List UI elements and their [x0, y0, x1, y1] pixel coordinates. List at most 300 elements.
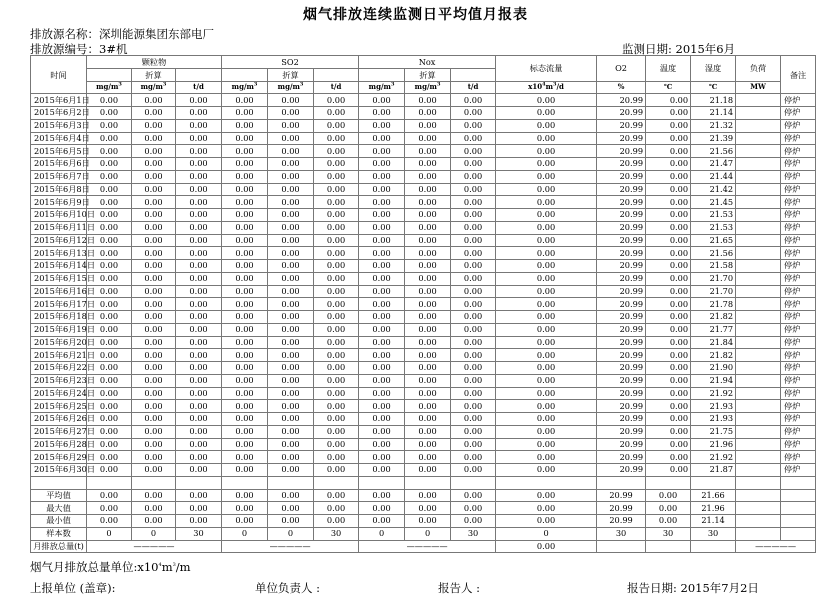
- humidity-cell: 21.77: [691, 323, 736, 336]
- summary-value: 0.00: [405, 489, 451, 502]
- value-cell: 0.00: [222, 285, 268, 298]
- value-cell: 0.00: [87, 132, 132, 145]
- summary-value: 0.00: [314, 515, 359, 528]
- value-cell: 0.00: [87, 183, 132, 196]
- load-cell: [736, 94, 781, 107]
- value-cell: 0.00: [314, 438, 359, 451]
- value-cell: 0.00: [176, 362, 222, 375]
- temp-cell: 0.00: [646, 298, 691, 311]
- summary-value: 21.66: [691, 489, 736, 502]
- value-cell: 0.00: [451, 400, 496, 413]
- table-row: [31, 196, 816, 209]
- value-cell: 0.00: [314, 362, 359, 375]
- summary-value: 0: [496, 527, 597, 540]
- value-cell: 0.00: [405, 362, 451, 375]
- value-cell: 0.00: [268, 425, 314, 438]
- value-cell: 0.00: [132, 298, 176, 311]
- remark-cell: [781, 502, 816, 515]
- value-cell: 0.00: [314, 374, 359, 387]
- value-cell: 0.00: [405, 234, 451, 247]
- o2-cell: 20.99: [597, 400, 646, 413]
- remark-cell: 停炉: [781, 145, 816, 158]
- o2-cell: 20.99: [597, 183, 646, 196]
- humidity-cell: 21.45: [691, 196, 736, 209]
- unit-celsius: ℃: [646, 81, 691, 94]
- summary-value: 0: [222, 527, 268, 540]
- header-load: 负荷: [736, 56, 781, 82]
- remark-cell: 停炉: [781, 94, 816, 107]
- table-row: [31, 374, 816, 387]
- value-cell: 0.00: [222, 387, 268, 400]
- load-cell: [736, 374, 781, 387]
- value-cell: 0.00: [87, 247, 132, 260]
- table-row: [31, 158, 816, 171]
- humidity-cell: 21.92: [691, 387, 736, 400]
- value-cell: 0.00: [222, 374, 268, 387]
- value-cell: 0.00: [359, 119, 405, 132]
- value-cell: 0.00: [176, 221, 222, 234]
- load-cell: [736, 132, 781, 145]
- value-cell: 0.00: [359, 362, 405, 375]
- value-cell: 0.00: [176, 183, 222, 196]
- value-cell: 0.00: [451, 170, 496, 183]
- value-cell: 0.00: [268, 158, 314, 171]
- value-cell: 0.00: [176, 349, 222, 362]
- value-cell: 0.00: [132, 196, 176, 209]
- value-cell: 0.00: [268, 387, 314, 400]
- humidity-cell: 21.14: [691, 107, 736, 120]
- value-cell: 0.00: [451, 94, 496, 107]
- remark-cell: 停炉: [781, 247, 816, 260]
- o2-cell: 20.99: [597, 298, 646, 311]
- report-date: 报告日期: 2015年7月2日: [627, 581, 759, 595]
- total-unit-note: [30, 559, 191, 575]
- value-cell: 0.00: [314, 158, 359, 171]
- table-row: [31, 234, 816, 247]
- value-cell: 0.00: [176, 464, 222, 477]
- blank-cell: [87, 476, 132, 489]
- value-cell: 0.00: [359, 107, 405, 120]
- humidity-cell: 21.82: [691, 311, 736, 324]
- load-cell: [736, 107, 781, 120]
- value-cell: 0.00: [359, 170, 405, 183]
- value-cell: 0.00: [87, 260, 132, 273]
- value-cell: 0.00: [268, 311, 314, 324]
- value-cell: 0.00: [87, 425, 132, 438]
- summary-value: 0.00: [87, 489, 132, 502]
- o2-cell: 20.99: [597, 285, 646, 298]
- value-cell: 0.00: [87, 298, 132, 311]
- temp-cell: 0.00: [646, 438, 691, 451]
- load-cell: [736, 260, 781, 273]
- table-row: [31, 362, 816, 375]
- value-cell: 0.00: [359, 311, 405, 324]
- o2-cell: 20.99: [597, 438, 646, 451]
- table-row: [31, 183, 816, 196]
- value-cell: 0.00: [132, 119, 176, 132]
- value-cell: 0.00: [222, 349, 268, 362]
- value-cell: 0.00: [405, 107, 451, 120]
- flow-cell: 0.00: [496, 438, 597, 451]
- remark-cell: 停炉: [781, 451, 816, 464]
- flow-cell: 0.00: [496, 119, 597, 132]
- load-cell: [736, 285, 781, 298]
- table-row: [31, 107, 816, 120]
- flow-cell: 0.00: [496, 298, 597, 311]
- value-cell: 0.00: [222, 158, 268, 171]
- value-cell: 0.00: [176, 298, 222, 311]
- o2-cell: 20.99: [597, 247, 646, 260]
- value-cell: 0.00: [87, 400, 132, 413]
- value-cell: 0.00: [132, 94, 176, 107]
- value-cell: 0.00: [359, 400, 405, 413]
- load-cell: [736, 221, 781, 234]
- value-cell: 0.00: [132, 400, 176, 413]
- value-cell: 0.00: [268, 196, 314, 209]
- value-cell: 0.00: [451, 374, 496, 387]
- value-cell: 0.00: [132, 183, 176, 196]
- value-cell: 0.00: [405, 323, 451, 336]
- value-cell: 0.00: [222, 221, 268, 234]
- value-cell: 0.00: [132, 107, 176, 120]
- remark-cell: 停炉: [781, 183, 816, 196]
- value-cell: 0.00: [451, 323, 496, 336]
- table-body: [31, 94, 816, 553]
- value-cell: 0.00: [359, 349, 405, 362]
- table-row: [31, 323, 816, 336]
- summary-value: 20.99: [597, 515, 646, 528]
- value-cell: 0.00: [451, 362, 496, 375]
- value-cell: 0.00: [451, 209, 496, 222]
- summary-row: [31, 502, 816, 515]
- unit-mg: $mg/m^3$: [359, 81, 405, 94]
- summary-value: 0.00: [87, 502, 132, 515]
- value-cell: 0.00: [359, 209, 405, 222]
- load-cell: [736, 209, 781, 222]
- summary-value: 0.00: [646, 489, 691, 502]
- value-cell: 0.00: [176, 311, 222, 324]
- value-cell: 0.00: [176, 413, 222, 426]
- value-cell: 0.00: [268, 438, 314, 451]
- header-converted: 折算: [268, 68, 314, 81]
- humidity-cell: 21.87: [691, 464, 736, 477]
- temp-cell: 0.00: [646, 119, 691, 132]
- header-blank: [176, 68, 222, 81]
- value-cell: 0.00: [176, 451, 222, 464]
- header-blank: [314, 68, 359, 81]
- date-cell: 2015年6月11日: [31, 221, 87, 234]
- nox-total: —————: [359, 540, 496, 553]
- date-cell: 2015年6月22日: [31, 362, 87, 375]
- load-cell: [736, 145, 781, 158]
- value-cell: 0.00: [222, 183, 268, 196]
- date-cell: 2015年6月21日: [31, 349, 87, 362]
- date-cell: 2015年6月15日: [31, 272, 87, 285]
- value-cell: 0.00: [87, 311, 132, 324]
- header-blank: [87, 68, 132, 81]
- o2-cell: 20.99: [597, 451, 646, 464]
- value-cell: 0.00: [87, 323, 132, 336]
- value-cell: 0.00: [268, 170, 314, 183]
- value-cell: 0.00: [451, 451, 496, 464]
- blank-cell: [359, 476, 405, 489]
- temp-cell: 0.00: [646, 234, 691, 247]
- value-cell: 0.00: [359, 323, 405, 336]
- temp-cell: 0.00: [646, 170, 691, 183]
- unit-percent: %: [597, 81, 646, 94]
- value-cell: 0.00: [176, 438, 222, 451]
- value-cell: 0.00: [314, 183, 359, 196]
- date-cell: 2015年6月18日: [31, 311, 87, 324]
- value-cell: 0.00: [451, 349, 496, 362]
- load-cell: [736, 489, 781, 502]
- value-cell: 0.00: [405, 170, 451, 183]
- load-cell: [736, 515, 781, 528]
- summary-value: 0.00: [268, 489, 314, 502]
- summary-value: 0.00: [268, 515, 314, 528]
- value-cell: 0.00: [405, 196, 451, 209]
- summary-row: [31, 527, 816, 540]
- value-cell: 0.00: [405, 94, 451, 107]
- remark-cell: 停炉: [781, 400, 816, 413]
- summary-value: 0.00: [314, 489, 359, 502]
- value-cell: 0.00: [87, 170, 132, 183]
- value-cell: 0.00: [451, 425, 496, 438]
- remark-cell: 停炉: [781, 158, 816, 171]
- date-cell: 2015年6月29日: [31, 451, 87, 464]
- value-cell: 0.00: [405, 413, 451, 426]
- value-cell: 0.00: [222, 438, 268, 451]
- blank-cell: [496, 476, 597, 489]
- value-cell: 0.00: [132, 362, 176, 375]
- value-cell: 0.00: [222, 107, 268, 120]
- value-cell: 0.00: [222, 260, 268, 273]
- flow-cell: 0.00: [496, 260, 597, 273]
- value-cell: 0.00: [222, 323, 268, 336]
- o2-cell: 20.99: [597, 425, 646, 438]
- value-cell: 0.00: [405, 183, 451, 196]
- value-cell: 0.00: [176, 260, 222, 273]
- value-cell: 0.00: [268, 349, 314, 362]
- value-cell: 0.00: [314, 132, 359, 145]
- summary-row: [31, 515, 816, 528]
- value-cell: 0.00: [314, 400, 359, 413]
- value-cell: 0.00: [314, 464, 359, 477]
- value-cell: 0.00: [405, 311, 451, 324]
- flow-cell: 0.00: [496, 94, 597, 107]
- table-row: [31, 400, 816, 413]
- load-cell: [736, 234, 781, 247]
- summary-value: 0.00: [646, 502, 691, 515]
- value-cell: 0.00: [87, 374, 132, 387]
- humidity-cell: 21.42: [691, 183, 736, 196]
- value-cell: 0.00: [451, 247, 496, 260]
- remark-cell: 停炉: [781, 413, 816, 426]
- flow-cell: 0.00: [496, 170, 597, 183]
- value-cell: 0.00: [359, 387, 405, 400]
- flow-cell: 0.00: [496, 221, 597, 234]
- value-cell: 0.00: [405, 400, 451, 413]
- value-cell: 0.00: [268, 247, 314, 260]
- blank-row: [31, 476, 816, 489]
- value-cell: 0.00: [314, 221, 359, 234]
- value-cell: 0.00: [132, 272, 176, 285]
- value-cell: 0.00: [222, 247, 268, 260]
- o2-cell: 20.99: [597, 323, 646, 336]
- table-row: [31, 94, 816, 107]
- value-cell: 0.00: [132, 170, 176, 183]
- summary-value: 30: [314, 527, 359, 540]
- o2-cell: 20.99: [597, 260, 646, 273]
- value-cell: 0.00: [314, 234, 359, 247]
- summary-value: 30: [646, 527, 691, 540]
- so2-total: —————: [222, 540, 359, 553]
- flow-cell: 0.00: [496, 311, 597, 324]
- remark-cell: [781, 489, 816, 502]
- value-cell: 0.00: [359, 221, 405, 234]
- summary-value: 0.00: [359, 515, 405, 528]
- report-table: [30, 55, 816, 553]
- header-o2: O2: [597, 56, 646, 82]
- table-row: [31, 119, 816, 132]
- value-cell: 0.00: [87, 438, 132, 451]
- summary-value: 21.14: [691, 515, 736, 528]
- value-cell: 0.00: [222, 94, 268, 107]
- remark-cell: [781, 515, 816, 528]
- load-cell: [736, 527, 781, 540]
- unit-mg: $mg/m^3$: [132, 81, 176, 94]
- remark-cell: 停炉: [781, 349, 816, 362]
- temp-cell: 0.00: [646, 221, 691, 234]
- value-cell: 0.00: [222, 451, 268, 464]
- value-cell: 0.00: [359, 451, 405, 464]
- summary-label: 平均值: [31, 489, 87, 502]
- load-cell: [736, 272, 781, 285]
- value-cell: 0.00: [314, 311, 359, 324]
- value-cell: 0.00: [405, 260, 451, 273]
- summary-value: 0.00: [132, 489, 176, 502]
- humidity-cell: 21.65: [691, 234, 736, 247]
- o2-cell: 20.99: [597, 272, 646, 285]
- value-cell: 0.00: [451, 183, 496, 196]
- table-row: [31, 438, 816, 451]
- value-cell: 0.00: [405, 374, 451, 387]
- summary-value: 0.00: [359, 502, 405, 515]
- total-unit-sup4: 4: [158, 562, 162, 569]
- temp-cell: 0.00: [646, 196, 691, 209]
- date-cell: 2015年6月1日: [31, 94, 87, 107]
- value-cell: 0.00: [176, 323, 222, 336]
- unit-td: t/d: [314, 81, 359, 94]
- value-cell: 0.00: [405, 349, 451, 362]
- value-cell: 0.00: [87, 145, 132, 158]
- date-cell: 2015年6月3日: [31, 119, 87, 132]
- monthly-total-label: 月排放总量(t): [31, 540, 87, 553]
- table-row: [31, 336, 816, 349]
- temp-cell: 0.00: [646, 413, 691, 426]
- temp-cell: 0.00: [646, 387, 691, 400]
- value-cell: 0.00: [268, 234, 314, 247]
- summary-value: 0.00: [176, 502, 222, 515]
- value-cell: 0.00: [314, 336, 359, 349]
- value-cell: 0.00: [268, 183, 314, 196]
- date-cell: 2015年6月5日: [31, 145, 87, 158]
- date-cell: 2015年6月19日: [31, 323, 87, 336]
- value-cell: 0.00: [314, 425, 359, 438]
- value-cell: 0.00: [359, 413, 405, 426]
- value-cell: 0.00: [87, 209, 132, 222]
- flow-cell: 0.00: [496, 374, 597, 387]
- temp-cell: 0.00: [646, 323, 691, 336]
- humidity-cell: 21.18: [691, 94, 736, 107]
- load-cell: [736, 451, 781, 464]
- value-cell: 0.00: [405, 132, 451, 145]
- flow-cell: 0.00: [496, 349, 597, 362]
- summary-value: 0.00: [405, 502, 451, 515]
- summary-value: 0.00: [405, 515, 451, 528]
- blank-cell: [451, 476, 496, 489]
- value-cell: 0.00: [132, 311, 176, 324]
- value-cell: 0.00: [451, 298, 496, 311]
- flow-cell: 0.00: [496, 451, 597, 464]
- value-cell: 0.00: [132, 374, 176, 387]
- value-cell: 0.00: [132, 234, 176, 247]
- summary-value: 0.00: [222, 489, 268, 502]
- summary-value: 0.00: [451, 502, 496, 515]
- temp-cell: 0.00: [646, 247, 691, 260]
- humidity-cell: 21.56: [691, 145, 736, 158]
- load-cell: [736, 311, 781, 324]
- o2-cell: 20.99: [597, 158, 646, 171]
- remark-cell: 停炉: [781, 298, 816, 311]
- summary-value: 0: [268, 527, 314, 540]
- temp-total: [646, 540, 691, 553]
- unit-flow: $x10^4m^3/d$: [496, 81, 597, 94]
- remark-cell: 停炉: [781, 209, 816, 222]
- value-cell: 0.00: [176, 170, 222, 183]
- temp-cell: 0.00: [646, 464, 691, 477]
- table-row: [31, 221, 816, 234]
- humidity-cell: 21.94: [691, 374, 736, 387]
- o2-cell: 20.99: [597, 349, 646, 362]
- humidity-cell: 21.82: [691, 349, 736, 362]
- value-cell: 0.00: [359, 158, 405, 171]
- value-cell: 0.00: [176, 374, 222, 387]
- o2-cell: 20.99: [597, 170, 646, 183]
- date-cell: 2015年6月23日: [31, 374, 87, 387]
- value-cell: 0.00: [451, 413, 496, 426]
- value-cell: 0.00: [314, 247, 359, 260]
- value-cell: 0.00: [132, 413, 176, 426]
- header-std-flow: 标态流量: [496, 56, 597, 82]
- flow-cell: 0.00: [496, 183, 597, 196]
- value-cell: 0.00: [359, 298, 405, 311]
- value-cell: 0.00: [222, 119, 268, 132]
- temp-cell: 0.00: [646, 400, 691, 413]
- value-cell: 0.00: [314, 107, 359, 120]
- value-cell: 0.00: [268, 336, 314, 349]
- humidity-cell: 21.93: [691, 400, 736, 413]
- value-cell: 0.00: [132, 158, 176, 171]
- value-cell: 0.00: [359, 247, 405, 260]
- value-cell: 0.00: [314, 94, 359, 107]
- summary-value: 0.00: [496, 515, 597, 528]
- value-cell: 0.00: [451, 132, 496, 145]
- value-cell: 0.00: [222, 145, 268, 158]
- value-cell: 0.00: [359, 336, 405, 349]
- date-cell: 2015年6月28日: [31, 438, 87, 451]
- value-cell: 0.00: [314, 387, 359, 400]
